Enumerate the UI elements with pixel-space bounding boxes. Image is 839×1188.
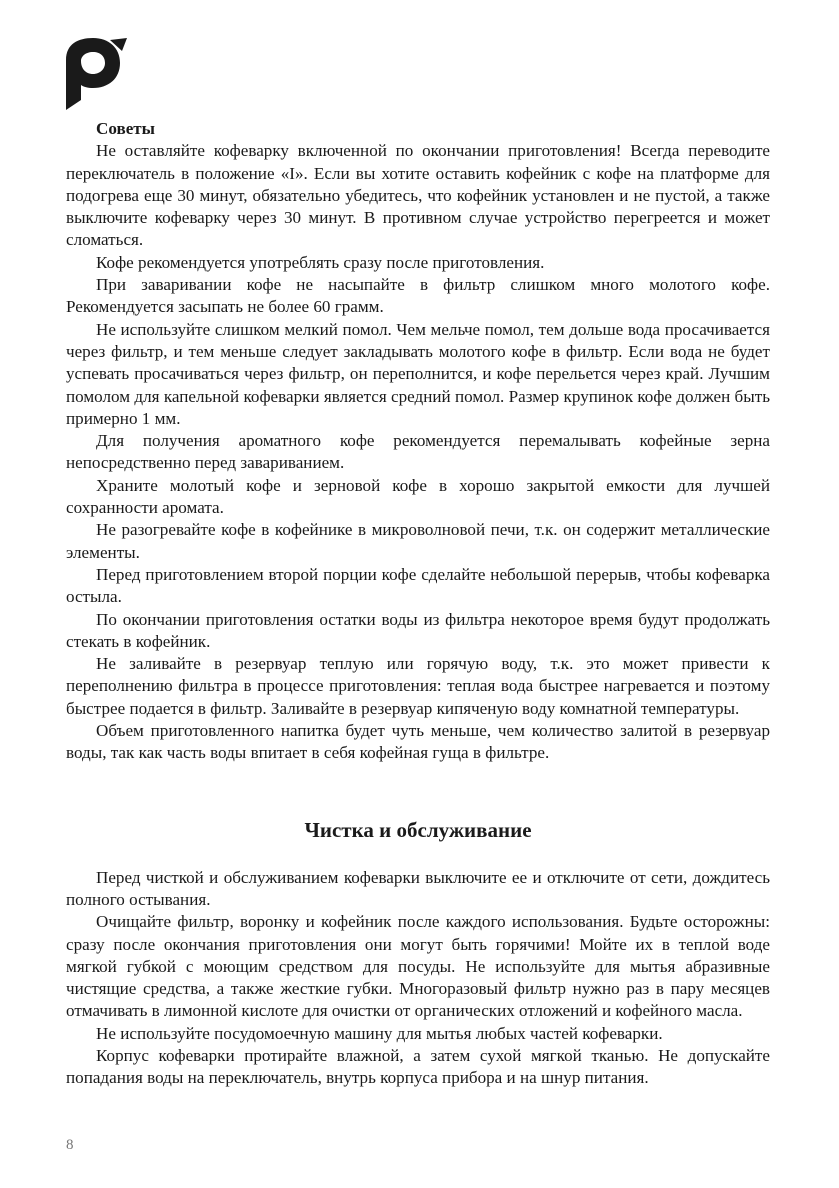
tips-paragraphs — [66, 140, 770, 764]
tip-paragraph: Объем приготовленного напитка будет чуть меньше, чем количество залитой в резервуар воды, так как часть воды впитает в себя кофейная гуща в фильтре. — [66, 721, 770, 763]
brand-logo-icon — [66, 38, 128, 110]
tips-heading: Советы — [96, 119, 156, 138]
tip-paragraph: Храните молотый кофе и зерновой кофе в хорошо закрытой емкости для лучшей сохранности аромата. — [66, 475, 770, 518]
tip-paragraph: Не оставляйте кофеварку включенной по окончании приготовления! Всегда переводите переключатель в положение «I». Если вы хотите оставить кофейник с кофе на платформе для подогрева еще 30 минут, обязательно убедитесь, что кофейник установлен и не пустой, а также выключите кофеварку через 30 минут. В противном случае устройство перегреется и может сломаться. — [66, 141, 770, 250]
section-spacer — [66, 765, 770, 817]
cleaning-title: Чистка и обслуживание — [304, 817, 532, 842]
tip-paragraph: Не используйте слишком мелкий помол. Чем мельче помол, тем дольше вода просачивается через фильтр, и тем меньше следует закладывать молотого кофе в фильтр. Если вода не будет успевать просачиваться через фильтр, он переполнится, и кофе перельется через край. Лучшим помолом для капельной кофеварки является средний помол. Размер крупинок кофе должен быть примерно 1 мм. — [66, 319, 770, 428]
tip-paragraph: Кофе рекомендуется употреблять сразу после приготовления. — [96, 252, 545, 272]
tip-paragraph: Для получения ароматного кофе рекомендуется перемалывать кофейные зерна непосредственно перед завариванием. — [66, 431, 770, 473]
cleaning-paragraph: Очищайте фильтр, воронку и кофейник после каждого использования. Будьте осторожны: сразу после окончания приготовления они могут быть горячими! Мойте их в теплой воде мягкой губкой с моющим средством для посуды. Не используйте для мытья абразивные чистящие средства, а также жесткие губки. Многоразовый фильтр нужно раз в пару месяцев отмачивать в лимонной кислоте для очистки от органических отложений и кофейного масла. — [66, 912, 770, 1021]
cleaning-paragraph: Перед чисткой и обслуживанием кофеварки выключите ее и отключите от сети, дождитесь полного остывания. — [66, 867, 770, 909]
tip-paragraph: По окончании приготовления остатки воды из фильтра некоторое время будут продолжать стекать в кофейник. — [66, 609, 770, 651]
page-content — [66, 118, 770, 1090]
tip-paragraph: При заваривании кофе не насыпайте в фильтр слишком много молотого кофе. Рекомендуется засыпать не более 60 грамм. — [66, 275, 770, 317]
cleaning-paragraph: Корпус кофеварки протирайте влажной, а затем сухой мягкой тканью. Не допускайте попадания воды на переключатель, внутрь корпуса прибора и на шнур питания. — [66, 1045, 770, 1088]
title-spacer — [66, 843, 770, 867]
cleaning-paragraph: Не используйте посудомоечную машину для мытья любых частей кофеварки. — [96, 1023, 663, 1043]
tip-paragraph: Не заливайте в резервуар теплую или горячую воду, т.к. это может привести к переполнению фильтра в процессе приготовления: теплая вода быстрее нагревается и поэтому быстрее подается в фильтр. Заливайте в резервуар кипяченую воду комнатной температуры. — [66, 654, 770, 718]
tip-paragraph: Не разогревайте кофе в кофейнике в микроволновой печи, т.к. он содержит металлические элементы. — [66, 520, 770, 562]
page-number: 8 — [66, 1137, 74, 1153]
tip-paragraph: Перед приготовлением второй порции кофе сделайте небольшой перерыв, чтобы кофеварка остыла. — [66, 564, 770, 607]
cleaning-paragraphs — [66, 867, 770, 1090]
